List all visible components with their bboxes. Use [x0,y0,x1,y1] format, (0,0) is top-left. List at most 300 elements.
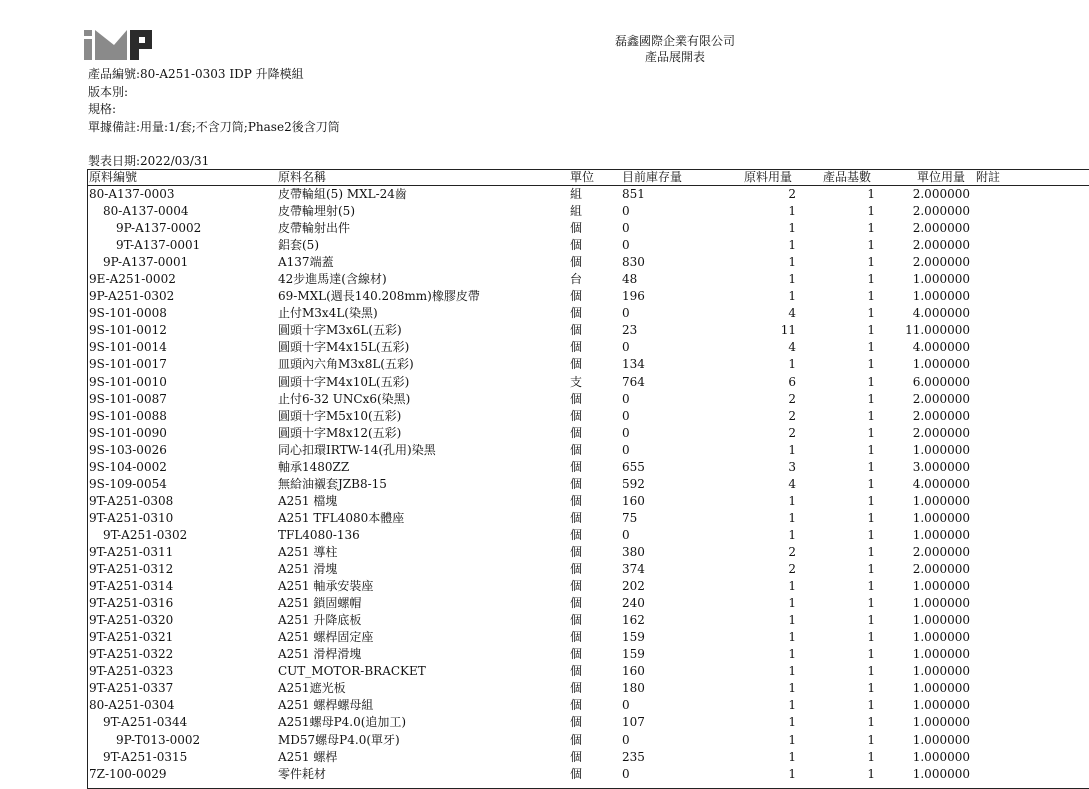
header-per: 單位用量 [917,170,966,184]
row-unit: 個 [570,698,583,713]
row-qty: 6 [788,374,796,389]
row-name: 止付M3x4L(染黑) [278,306,378,321]
table-row [88,288,1089,305]
row-stock: 0 [622,408,630,423]
table-row [88,339,1089,356]
row-qty: 1 [788,613,796,628]
row-code: 9S-101-0014 [89,340,167,355]
logo-shape-d [95,30,127,60]
row-per: 1.000000 [912,749,970,764]
row-qty: 2 [788,391,796,406]
row-unit: 個 [570,408,583,423]
row-code: 9S-101-0087 [89,391,167,406]
row-stock: 196 [622,289,645,304]
row-base: 1 [867,255,875,270]
row-code: 9E-A251-0002 [89,272,176,287]
row-per: 1.000000 [912,357,970,372]
company-header [560,33,790,65]
row-qty: 1 [788,510,796,525]
row-stock: 0 [622,527,630,542]
row-base: 1 [867,681,875,696]
row-name: A251 TFL4080本體座 [278,510,405,525]
table-row [88,442,1089,459]
logo-dot-i [84,30,92,36]
company-name: 磊鑫國際企業有限公司 [614,34,735,48]
row-base: 1 [867,442,875,457]
table-row [88,646,1089,663]
row-name: 圓頭十字M8x12(五彩) [278,425,402,440]
row-unit: 個 [570,476,583,491]
table-row [88,680,1089,697]
row-qty: 2 [788,425,796,440]
row-unit: 個 [570,510,583,525]
row-unit: 個 [570,579,583,594]
row-code: 9T-A251-0314 [89,579,174,594]
table-row [88,493,1089,510]
table-row [88,629,1089,646]
row-stock: 0 [622,732,630,747]
table-row [88,237,1089,254]
row-unit: 個 [570,681,583,696]
row-name: A251 升降底板 [278,613,362,628]
row-base: 1 [867,476,875,491]
row-per: 2.000000 [912,238,970,253]
row-qty: 1 [788,493,796,508]
row-name: A137端蓋 [278,255,334,270]
table-row [88,595,1089,612]
row-unit: 個 [570,340,583,355]
row-stock: 0 [622,391,630,406]
row-per: 1.000000 [912,647,970,662]
row-code: 80-A137-0004 [103,204,189,219]
row-code: 9T-A251-0310 [89,510,174,525]
row-stock: 851 [622,187,645,201]
row-base: 1 [867,408,875,423]
header-name: 原料名稱 [278,170,327,184]
row-base: 1 [867,732,875,747]
row-stock: 134 [622,357,645,372]
row-qty: 1 [788,766,796,781]
row-name: 皿頭內六角M3x8L(五彩) [278,357,414,372]
table-row [88,561,1089,578]
row-stock: 180 [622,681,645,696]
row-qty: 1 [788,681,796,696]
row-stock: 380 [622,544,645,559]
row-code: 9T-A251-0321 [89,630,174,645]
row-per: 2.000000 [912,544,970,559]
row-unit: 個 [570,527,583,542]
row-stock: 48 [622,272,638,287]
row-unit: 個 [570,442,583,457]
table-row [88,220,1089,237]
row-per: 3.000000 [912,459,970,474]
row-stock: 240 [622,596,645,611]
row-name: A251 鎖固螺帽 [278,596,362,611]
header-base: 產品基數 [823,170,872,184]
table-row [88,408,1089,425]
row-per: 4.000000 [912,340,970,355]
row-base: 1 [867,664,875,679]
row-code: 9T-A251-0320 [89,613,174,628]
row-code: 9T-A251-0302 [103,527,188,542]
company-logo [84,30,154,60]
row-per: 2.000000 [912,255,970,270]
table-row [88,254,1089,271]
row-unit: 個 [570,749,583,764]
row-unit: 個 [570,647,583,662]
row-unit: 組 [570,187,583,201]
row-per: 6.000000 [912,374,970,389]
row-code: 9S-104-0002 [89,459,167,474]
row-qty: 2 [788,408,796,423]
row-stock: 0 [622,204,630,219]
row-stock: 160 [622,664,645,679]
row-qty: 1 [788,204,796,219]
row-code: 80-A251-0304 [89,698,175,713]
bom-table [87,169,1089,789]
table-row [88,271,1089,288]
row-per: 1.000000 [912,698,970,713]
table-row [88,663,1089,680]
row-stock: 0 [622,238,630,253]
row-stock: 107 [622,715,645,730]
table-row [88,374,1089,391]
row-base: 1 [867,630,875,645]
row-unit: 個 [570,493,583,508]
row-unit: 組 [570,204,583,219]
row-per: 1.000000 [912,442,970,457]
row-code: 9S-101-0088 [89,408,167,423]
row-code: 9P-A251-0302 [89,289,175,304]
table-row [88,714,1089,731]
row-base: 1 [867,527,875,542]
row-base: 1 [867,289,875,304]
row-qty: 1 [788,442,796,457]
row-code: 9T-A137-0001 [116,238,201,253]
row-qty: 11 [780,323,796,338]
row-code: 80-A137-0003 [89,187,175,201]
row-qty: 1 [788,630,796,645]
row-name: A251遮光板 [278,681,346,696]
row-name: 圓頭十字M3x6L(五彩) [278,323,402,338]
row-stock: 235 [622,749,645,764]
row-stock: 0 [622,442,630,457]
row-stock: 160 [622,493,645,508]
row-base: 1 [867,715,875,730]
row-code: 9P-T013-0002 [116,732,201,747]
table-row [88,391,1089,408]
row-name: 同心扣環IRTW-14(孔用)染黑 [278,442,436,457]
row-per: 2.000000 [912,204,970,219]
row-unit: 個 [570,391,583,406]
row-name: 69-MXL(週長140.208mm)橡膠皮帶 [278,289,480,304]
row-per: 2.000000 [912,187,970,201]
row-qty: 1 [788,527,796,542]
row-base: 1 [867,323,875,338]
table-row [88,544,1089,561]
row-stock: 202 [622,579,645,594]
row-per: 1.000000 [912,664,970,679]
row-per: 1.000000 [912,527,970,542]
row-per: 1.000000 [912,272,970,287]
row-per: 1.000000 [912,732,970,747]
row-unit: 個 [570,630,583,645]
row-name: TFL4080-136 [278,527,360,542]
row-name: CUT_MOTOR-BRACKET [278,664,426,679]
row-unit: 個 [570,459,583,474]
row-base: 1 [867,544,875,559]
row-base: 1 [867,187,875,201]
row-name: 無給油襯套JZB8-15 [278,476,387,491]
row-unit: 個 [570,255,583,270]
table-row [88,527,1089,544]
row-per: 11.000000 [905,323,970,338]
row-stock: 592 [622,476,645,491]
row-qty: 1 [788,289,796,304]
report-date: 製表日期:2022/03/31 [88,154,210,168]
row-unit: 個 [570,613,583,628]
table-row [88,578,1089,595]
row-stock: 159 [622,630,645,645]
row-base: 1 [867,579,875,594]
table-row [88,732,1089,749]
row-unit: 個 [570,238,583,253]
row-stock: 23 [622,323,638,338]
row-stock: 159 [622,647,645,662]
row-unit: 個 [570,562,583,577]
row-stock: 764 [622,374,645,389]
row-code: 9S-101-0090 [89,425,167,440]
row-name: A251螺母P4.0(追加工) [278,715,407,730]
row-qty: 1 [788,698,796,713]
row-per: 1.000000 [912,681,970,696]
row-unit: 個 [570,766,583,781]
header-note: 附註 [976,170,1001,184]
row-qty: 1 [788,664,796,679]
row-per: 1.000000 [912,493,970,508]
row-name: 鋁套(5) [278,238,319,253]
product-version: 版本別: [88,84,129,99]
row-name: A251 導柱 [278,544,338,559]
row-stock: 0 [622,221,630,236]
header-unit: 單位 [570,170,595,184]
row-base: 1 [867,238,875,253]
row-unit: 個 [570,544,583,559]
row-code: 9T-A251-0322 [89,647,174,662]
product-info [88,66,340,136]
row-base: 1 [867,272,875,287]
row-per: 2.000000 [912,408,970,423]
row-per: 1.000000 [912,715,970,730]
row-base: 1 [867,221,875,236]
row-per: 4.000000 [912,306,970,321]
row-name: 圓頭十字M5x10(五彩) [278,408,402,423]
row-code: 9T-A251-0308 [89,493,174,508]
row-unit: 個 [570,221,583,236]
row-qty: 1 [788,221,796,236]
product-spec: 規格: [88,102,117,116]
row-qty: 1 [788,749,796,764]
row-per: 2.000000 [912,221,970,236]
row-name: A251 螺桿固定座 [278,630,374,645]
row-unit: 個 [570,732,583,747]
row-unit: 台 [570,272,583,287]
row-base: 1 [867,391,875,406]
row-name: A251 檔塊 [278,493,338,508]
row-unit: 個 [570,596,583,611]
row-name: 圓頭十字M4x10L(五彩) [278,374,410,389]
row-stock: 655 [622,459,645,474]
report-title: 產品展開表 [644,50,705,64]
row-code: 9T-A251-0316 [89,596,174,611]
row-code: 9T-A251-0323 [89,664,174,679]
row-name: A251 滑塊 [278,562,338,577]
row-qty: 1 [788,579,796,594]
row-qty: 2 [788,544,796,559]
row-qty: 3 [788,459,796,474]
row-unit: 個 [570,715,583,730]
row-qty: 1 [788,272,796,287]
row-qty: 1 [788,357,796,372]
row-code: 9S-109-0054 [89,476,167,491]
row-base: 1 [867,340,875,355]
row-stock: 75 [622,510,638,525]
table-row [88,612,1089,629]
row-stock: 0 [622,766,630,781]
row-name: 圓頭十字M4x15L(五彩) [278,340,410,355]
row-per: 2.000000 [912,425,970,440]
row-stock: 162 [622,613,645,628]
row-base: 1 [867,374,875,389]
row-qty: 1 [788,238,796,253]
table-row [88,186,1089,203]
product-note: 單據備註:用量:1/套;不含刀筒;Phase2後含刀筒 [88,119,340,134]
table-row [88,425,1089,442]
row-per: 1.000000 [912,630,970,645]
row-base: 1 [867,425,875,440]
product-code: 產品編號:80-A251-0303 IDP 升降模組 [88,67,304,81]
row-code: 9T-A251-0311 [89,544,174,559]
row-unit: 個 [570,306,583,321]
row-per: 1.000000 [912,289,970,304]
row-stock: 830 [622,255,645,270]
row-qty: 4 [788,476,796,491]
table-row [88,305,1089,322]
row-name: A251 軸承安裝座 [278,579,374,594]
row-base: 1 [867,613,875,628]
row-base: 1 [867,204,875,219]
table-row [88,356,1089,373]
table-row [88,459,1089,476]
row-unit: 個 [570,664,583,679]
row-stock: 0 [622,340,630,355]
logo-shape-p-hole [139,37,145,43]
row-code: 9T-A251-0344 [103,715,188,730]
row-unit: 個 [570,289,583,304]
row-qty: 1 [788,255,796,270]
row-base: 1 [867,647,875,662]
row-qty: 1 [788,715,796,730]
table-row [88,766,1089,783]
row-qty: 1 [788,596,796,611]
row-qty: 2 [788,562,796,577]
row-name: 42步進馬達(含線材) [278,272,387,287]
row-qty: 1 [788,647,796,662]
row-name: 皮帶輪埋射(5) [278,204,355,219]
row-base: 1 [867,596,875,611]
row-per: 1.000000 [912,579,970,594]
row-base: 1 [867,493,875,508]
table-row [88,749,1089,766]
row-per: 2.000000 [912,391,970,406]
row-code: 9S-101-0008 [89,306,167,321]
row-per: 1.000000 [912,596,970,611]
row-name: 軸承1480ZZ [278,459,350,474]
row-base: 1 [867,459,875,474]
row-code: 9T-A251-0315 [103,749,188,764]
table-row [88,510,1089,527]
row-per: 2.000000 [912,562,970,577]
row-code: 9P-A137-0002 [116,221,202,236]
row-base: 1 [867,698,875,713]
row-qty: 1 [788,732,796,747]
row-base: 1 [867,766,875,781]
row-per: 1.000000 [912,766,970,781]
row-per: 1.000000 [912,510,970,525]
row-stock: 0 [622,425,630,440]
logo-shape-p [130,30,152,60]
row-name: A251 螺桿螺母組 [278,698,374,713]
table-row [88,476,1089,493]
table-row [88,322,1089,339]
row-code: 9T-A251-0312 [89,562,174,577]
row-qty: 4 [788,306,796,321]
logo-bar-i [84,39,92,60]
row-stock: 374 [622,562,645,577]
row-code: 9T-A251-0337 [89,681,174,696]
row-name: 皮帶輪組(5) MXL-24齒 [278,187,407,201]
row-base: 1 [867,357,875,372]
row-name: 零件耗材 [278,766,327,781]
row-base: 1 [867,749,875,764]
row-qty: 2 [788,187,796,201]
row-name: A251 滑桿滑塊 [278,647,362,662]
table-header: 原料編號 原料名稱 單位 目前庫存量 原料用量 產品基數 單位用量 附註 [88,170,1089,186]
row-code: 7Z-100-0029 [89,766,167,781]
row-code: 9S-101-0017 [89,357,167,372]
row-qty: 4 [788,340,796,355]
table-row [88,203,1089,220]
row-base: 1 [867,510,875,525]
row-name: MD57螺母P4.0(單牙) [278,732,400,747]
row-name: 止付6-32 UNCx6(染黑) [278,391,411,406]
header-stock: 目前庫存量 [622,170,683,184]
row-base: 1 [867,306,875,321]
row-unit: 個 [570,323,583,338]
row-name: 皮帶輪射出件 [278,221,351,236]
row-stock: 0 [622,306,630,321]
row-unit: 個 [570,425,583,440]
header-code: 原料編號 [89,170,138,184]
row-code: 9S-101-0012 [89,323,167,338]
row-code: 9S-103-0026 [89,442,167,457]
row-code: 9P-A137-0001 [103,255,189,270]
table-row [88,697,1089,714]
row-unit: 個 [570,357,583,372]
row-stock: 0 [622,698,630,713]
row-name: A251 螺桿 [278,749,338,764]
row-base: 1 [867,562,875,577]
